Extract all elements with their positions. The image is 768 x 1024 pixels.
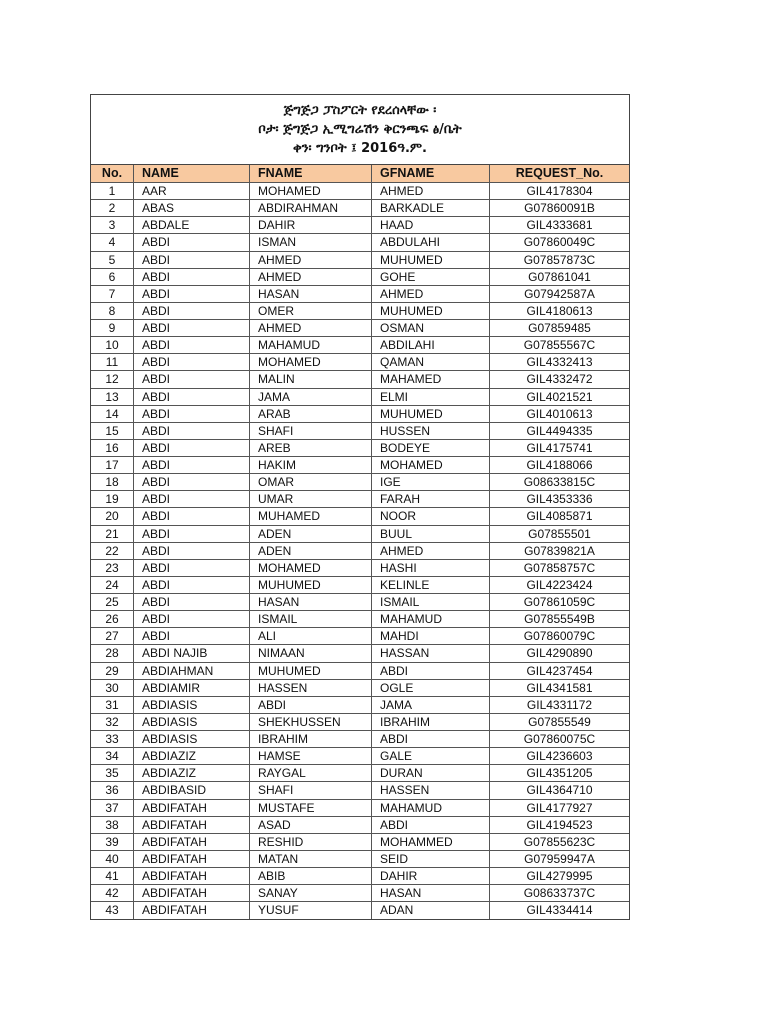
cell-gfname: OSMAN: [372, 320, 490, 336]
cell-no: 16: [91, 440, 134, 456]
cell-request-no: G08633737C: [523, 886, 596, 901]
cell-gfname: MAHAMUD: [372, 611, 490, 627]
table-row: [91, 800, 629, 817]
cell-no: 12: [91, 371, 134, 387]
cell-name: ABDI: [134, 303, 250, 319]
header-no: No.: [91, 165, 134, 182]
cell-no: 3: [91, 217, 134, 233]
cell-request-no: GIL4175741: [526, 440, 593, 455]
cell-fname: ALI: [250, 628, 372, 644]
cell-gfname: AHMED: [372, 543, 490, 559]
cell-name: ABDIASIS: [134, 731, 250, 747]
header-fname: FNAME: [250, 165, 372, 182]
cell-no: 34: [91, 748, 134, 764]
passport-table: [91, 165, 629, 919]
table-row: [91, 577, 629, 594]
table-row: [91, 543, 629, 560]
cell-request-no: GIL4353336: [526, 492, 593, 507]
cell-request-no: G07839821A: [524, 543, 595, 558]
cell-gfname: JAMA: [372, 697, 490, 713]
cell-gfname: KELINLE: [372, 577, 490, 593]
cell-fname: DAHIR: [250, 217, 372, 233]
cell-fname: OMER: [250, 303, 372, 319]
cell-request-no: GIL4364710: [526, 783, 593, 798]
table-row: [91, 217, 629, 234]
cell-request-no: G07860079C: [523, 629, 596, 644]
header-gfname: GFNAME: [372, 165, 490, 182]
cell-gfname: MUHUMED: [372, 252, 490, 268]
cell-gfname: ABDI: [372, 663, 490, 679]
cell-no: 33: [91, 731, 134, 747]
table-row: [91, 560, 629, 577]
header-request-no: REQUEST_No.: [515, 166, 604, 180]
cell-no: 10: [91, 337, 134, 353]
cell-gfname: HASSEN: [372, 782, 490, 798]
cell-gfname: AHMED: [372, 183, 490, 199]
cell-request-no: G07859485: [528, 321, 591, 335]
cell-fname: UMAR: [250, 491, 372, 507]
cell-request-no: G08633815C: [523, 475, 596, 490]
cell-request-no: G07855549: [528, 714, 591, 729]
cell-name: ABDI: [134, 457, 250, 473]
cell-fname: JAMA: [250, 389, 372, 405]
passport-list-document: [90, 94, 630, 920]
table-row: [91, 868, 629, 885]
cell-name: ABDIASIS: [134, 714, 250, 730]
cell-no: 30: [91, 680, 134, 696]
cell-fname: ARAB: [250, 406, 372, 422]
cell-gfname: MUHUMED: [372, 303, 490, 319]
cell-no: 21: [91, 526, 134, 542]
cell-name: ABDI: [134, 440, 250, 456]
cell-no: 6: [91, 269, 134, 285]
cell-fname: MAHAMUD: [250, 337, 372, 353]
cell-fname: AHMED: [250, 269, 372, 285]
table-header-row: [91, 165, 629, 183]
table-row: [91, 680, 629, 697]
cell-no: 32: [91, 714, 134, 730]
cell-fname: YUSUF: [250, 902, 372, 919]
cell-name: ABDI: [134, 337, 250, 353]
cell-gfname: BODEYE: [372, 440, 490, 456]
cell-request-no: GIL4021521: [526, 389, 593, 404]
cell-name: ABDIFATAH: [134, 800, 250, 816]
cell-fname: HAMSE: [250, 748, 372, 764]
cell-no: 22: [91, 543, 134, 559]
cell-request-no: GIL4178304: [526, 184, 593, 198]
table-row: [91, 748, 629, 765]
table-row: [91, 406, 629, 423]
cell-gfname: DAHIR: [372, 868, 490, 884]
cell-gfname: DURAN: [372, 765, 490, 781]
cell-fname: SHAFI: [250, 782, 372, 798]
cell-no: 43: [91, 902, 134, 919]
table-row: [91, 817, 629, 834]
cell-no: 7: [91, 286, 134, 302]
cell-no: 29: [91, 663, 134, 679]
cell-gfname: MAHDI: [372, 628, 490, 644]
cell-no: 39: [91, 834, 134, 850]
cell-name: ABDIFATAH: [134, 902, 250, 919]
cell-no: 15: [91, 423, 134, 439]
cell-name: ABDI: [134, 508, 250, 524]
cell-fname: NIMAAN: [250, 645, 372, 661]
cell-fname: RESHID: [250, 834, 372, 850]
table-row: [91, 526, 629, 543]
cell-gfname: IBRAHIM: [372, 714, 490, 730]
cell-name: ABDI: [134, 474, 250, 490]
table-row: [91, 252, 629, 269]
cell-gfname: HASSAN: [372, 645, 490, 661]
cell-no: 9: [91, 320, 134, 336]
table-row: [91, 286, 629, 303]
table-row: [91, 885, 629, 902]
cell-no: 14: [91, 406, 134, 422]
cell-gfname: ELMI: [372, 389, 490, 405]
cell-gfname: ISMAIL: [372, 594, 490, 610]
table-row: [91, 423, 629, 440]
cell-request-no: G07942587A: [524, 286, 595, 301]
cell-name: ABDI: [134, 423, 250, 439]
cell-name: ABDIBASID: [134, 782, 250, 798]
table-row: [91, 628, 629, 645]
cell-fname: AHMED: [250, 252, 372, 268]
cell-gfname: SEID: [372, 851, 490, 867]
table-row: [91, 320, 629, 337]
cell-no: 1: [91, 183, 134, 199]
cell-gfname: HASAN: [372, 885, 490, 901]
title-line-3: ቀን፡ ግንቦት ፤ 2016ዓ.ም.: [293, 141, 427, 156]
table-row: [91, 234, 629, 251]
cell-no: 31: [91, 697, 134, 713]
cell-fname: HAKIM: [250, 457, 372, 473]
cell-no: 42: [91, 885, 134, 901]
cell-no: 41: [91, 868, 134, 884]
cell-name: ABDI: [134, 269, 250, 285]
cell-request-no: GIL4177927: [526, 800, 593, 815]
cell-request-no: G07855623C: [523, 834, 596, 849]
cell-request-no: GIL4333681: [526, 218, 593, 233]
cell-gfname: MAHAMED: [372, 371, 490, 387]
cell-fname: MOHAMED: [250, 560, 372, 576]
cell-request-no: G07858757C: [523, 560, 596, 575]
cell-fname: MUHUMED: [250, 577, 372, 593]
cell-request-no: GIL4494335: [526, 423, 593, 438]
cell-gfname: MOHAMMED: [372, 834, 490, 850]
table-row: [91, 508, 629, 525]
cell-no: 23: [91, 560, 134, 576]
table-row: [91, 440, 629, 457]
cell-name: ABDI: [134, 286, 250, 302]
cell-request-no: G07860049C: [523, 235, 596, 250]
table-row: [91, 765, 629, 782]
cell-name: ABDI: [134, 406, 250, 422]
cell-name: ABDI: [134, 543, 250, 559]
cell-fname: AHMED: [250, 320, 372, 336]
cell-fname: MOHAMED: [250, 183, 372, 199]
cell-fname: MUSTAFE: [250, 800, 372, 816]
cell-no: 38: [91, 817, 134, 833]
cell-name: ABDI: [134, 354, 250, 370]
cell-fname: ABDI: [250, 697, 372, 713]
cell-gfname: HUSSEN: [372, 423, 490, 439]
cell-request-no: GIL4332413: [526, 355, 593, 370]
cell-request-no: GIL4085871: [526, 509, 593, 524]
cell-no: 36: [91, 782, 134, 798]
cell-gfname: ABDI: [372, 731, 490, 747]
cell-no: 24: [91, 577, 134, 593]
cell-fname: SHAFI: [250, 423, 372, 439]
cell-gfname: MAHAMUD: [372, 800, 490, 816]
cell-name: ABDALE: [134, 217, 250, 233]
cell-gfname: GALE: [372, 748, 490, 764]
cell-no: 11: [91, 354, 134, 370]
cell-no: 37: [91, 800, 134, 816]
table-row: [91, 611, 629, 628]
cell-gfname: MUHUMED: [372, 406, 490, 422]
cell-fname: ASAD: [250, 817, 372, 833]
cell-request-no: GIL4341581: [526, 680, 593, 695]
table-row: [91, 183, 629, 200]
cell-name: ABDIFATAH: [134, 851, 250, 867]
table-row: [91, 851, 629, 868]
cell-request-no: G07959947A: [524, 851, 595, 866]
cell-fname: HASSEN: [250, 680, 372, 696]
cell-name: ABDI: [134, 320, 250, 336]
cell-request-no: G07855549B: [524, 612, 595, 627]
table-row: [91, 782, 629, 799]
cell-name: ABDIAZIZ: [134, 765, 250, 781]
cell-name: ABDIFATAH: [134, 817, 250, 833]
table-row: [91, 200, 629, 217]
cell-request-no: GIL4223424: [526, 577, 593, 592]
cell-gfname: AHMED: [372, 286, 490, 302]
cell-name: ABDI: [134, 560, 250, 576]
cell-request-no: GIL4180613: [526, 303, 593, 318]
cell-no: 28: [91, 645, 134, 661]
table-row: [91, 834, 629, 851]
cell-fname: HASAN: [250, 594, 372, 610]
cell-request-no: G07857873C: [523, 252, 596, 267]
cell-gfname: QAMAN: [372, 354, 490, 370]
cell-name: ABDIFATAH: [134, 834, 250, 850]
cell-fname: MALIN: [250, 371, 372, 387]
table-row: [91, 389, 629, 406]
cell-no: 40: [91, 851, 134, 867]
cell-fname: ADEN: [250, 526, 372, 542]
cell-no: 20: [91, 508, 134, 524]
cell-name: ABDIAMIR: [134, 680, 250, 696]
cell-name: ABDI: [134, 371, 250, 387]
cell-request-no: G07855567C: [523, 338, 596, 353]
cell-gfname: ABDILAHI: [372, 337, 490, 353]
cell-no: 19: [91, 491, 134, 507]
cell-name: AAR: [134, 183, 250, 199]
cell-gfname: ADAN: [372, 902, 490, 919]
cell-fname: MUHUMED: [250, 663, 372, 679]
cell-no: 35: [91, 765, 134, 781]
cell-request-no: G07860091B: [524, 201, 595, 216]
cell-gfname: MOHAMED: [372, 457, 490, 473]
table-row: [91, 663, 629, 680]
cell-request-no: GIL4332472: [526, 372, 593, 387]
cell-request-no: GIL4290890: [526, 646, 593, 661]
cell-fname: MATAN: [250, 851, 372, 867]
cell-fname: SHEKHUSSEN: [250, 714, 372, 730]
table-row: [91, 371, 629, 388]
header-name: NAME: [134, 165, 250, 182]
cell-name: ABDIAZIZ: [134, 748, 250, 764]
cell-name: ABDI: [134, 628, 250, 644]
table-row: [91, 457, 629, 474]
cell-fname: OMAR: [250, 474, 372, 490]
table-row: [91, 337, 629, 354]
cell-gfname: BARKADLE: [372, 200, 490, 216]
cell-fname: MOHAMED: [250, 354, 372, 370]
cell-request-no: GIL4331172: [526, 697, 593, 712]
cell-no: 8: [91, 303, 134, 319]
cell-request-no: GIL4194523: [526, 817, 593, 832]
cell-gfname: ABDI: [372, 817, 490, 833]
cell-request-no: G07861059C: [523, 595, 596, 609]
cell-no: 4: [91, 234, 134, 250]
cell-request-no: GIL4334414: [526, 903, 593, 918]
cell-gfname: HASHI: [372, 560, 490, 576]
table-row: [91, 645, 629, 662]
cell-request-no: GIL4351205: [526, 766, 593, 781]
cell-no: 5: [91, 252, 134, 268]
table-row: [91, 491, 629, 508]
table-row: [91, 303, 629, 320]
cell-gfname: HAAD: [372, 217, 490, 233]
cell-request-no: GIL4236603: [526, 749, 593, 764]
cell-name: ABDI: [134, 526, 250, 542]
cell-fname: RAYGAL: [250, 765, 372, 781]
table-row: [91, 354, 629, 371]
title-line-2: ቦታ፡ ጅግጅጋ ኢሚግሬሽን ቅርንጫፍ ፅ/ቤት: [258, 122, 462, 137]
cell-request-no: G07861041: [528, 269, 591, 284]
cell-fname: MUHAMED: [250, 508, 372, 524]
cell-name: ABDIFATAH: [134, 868, 250, 884]
cell-no: 13: [91, 389, 134, 405]
cell-gfname: ABDULAHI: [372, 234, 490, 250]
cell-fname: ISMAN: [250, 234, 372, 250]
cell-fname: HASAN: [250, 286, 372, 302]
cell-fname: ABIB: [250, 868, 372, 884]
table-row: [91, 902, 629, 919]
cell-request-no: GIL4237454: [526, 663, 593, 678]
title-line-1: ጅግጅጋ ፓስፖርት የደረሰላቸው ፡: [283, 103, 437, 118]
cell-fname: ADEN: [250, 543, 372, 559]
cell-no: 25: [91, 594, 134, 610]
cell-request-no: GIL4188066: [526, 458, 593, 472]
cell-name: ABDI: [134, 491, 250, 507]
cell-fname: ISMAIL: [250, 611, 372, 627]
table-row: [91, 731, 629, 748]
cell-fname: IBRAHIM: [250, 731, 372, 747]
table-row: [91, 714, 629, 731]
cell-name: ABDI: [134, 611, 250, 627]
cell-request-no: GIL4279995: [526, 869, 593, 883]
document-title: [91, 95, 629, 165]
table-row: [91, 594, 629, 611]
cell-request-no: G07855501: [528, 526, 591, 541]
cell-fname: ABDIRAHMAN: [250, 200, 372, 216]
cell-request-no: GIL4010613: [526, 406, 593, 421]
cell-name: ABDIFATAH: [134, 885, 250, 901]
cell-gfname: OGLE: [372, 680, 490, 696]
cell-no: 26: [91, 611, 134, 627]
cell-gfname: FARAH: [372, 491, 490, 507]
cell-fname: SANAY: [250, 885, 372, 901]
cell-name: ABDI: [134, 577, 250, 593]
cell-no: 17: [91, 457, 134, 473]
cell-name: ABDI: [134, 234, 250, 250]
cell-name: ABDIASIS: [134, 697, 250, 713]
table-row: [91, 269, 629, 286]
cell-name: ABDI: [134, 389, 250, 405]
cell-name: ABDI NAJIB: [134, 645, 250, 661]
cell-fname: AREB: [250, 440, 372, 456]
cell-gfname: IGE: [372, 474, 490, 490]
cell-request-no: G07860075C: [523, 732, 596, 746]
cell-name: ABAS: [134, 200, 250, 216]
cell-no: 27: [91, 628, 134, 644]
cell-name: ABDIAHMAN: [134, 663, 250, 679]
table-row: [91, 697, 629, 714]
cell-gfname: BUUL: [372, 526, 490, 542]
cell-gfname: NOOR: [372, 508, 490, 524]
cell-name: ABDI: [134, 252, 250, 268]
cell-name: ABDI: [134, 594, 250, 610]
cell-no: 18: [91, 474, 134, 490]
cell-no: 2: [91, 200, 134, 216]
cell-gfname: GOHE: [372, 269, 490, 285]
table-row: [91, 474, 629, 491]
